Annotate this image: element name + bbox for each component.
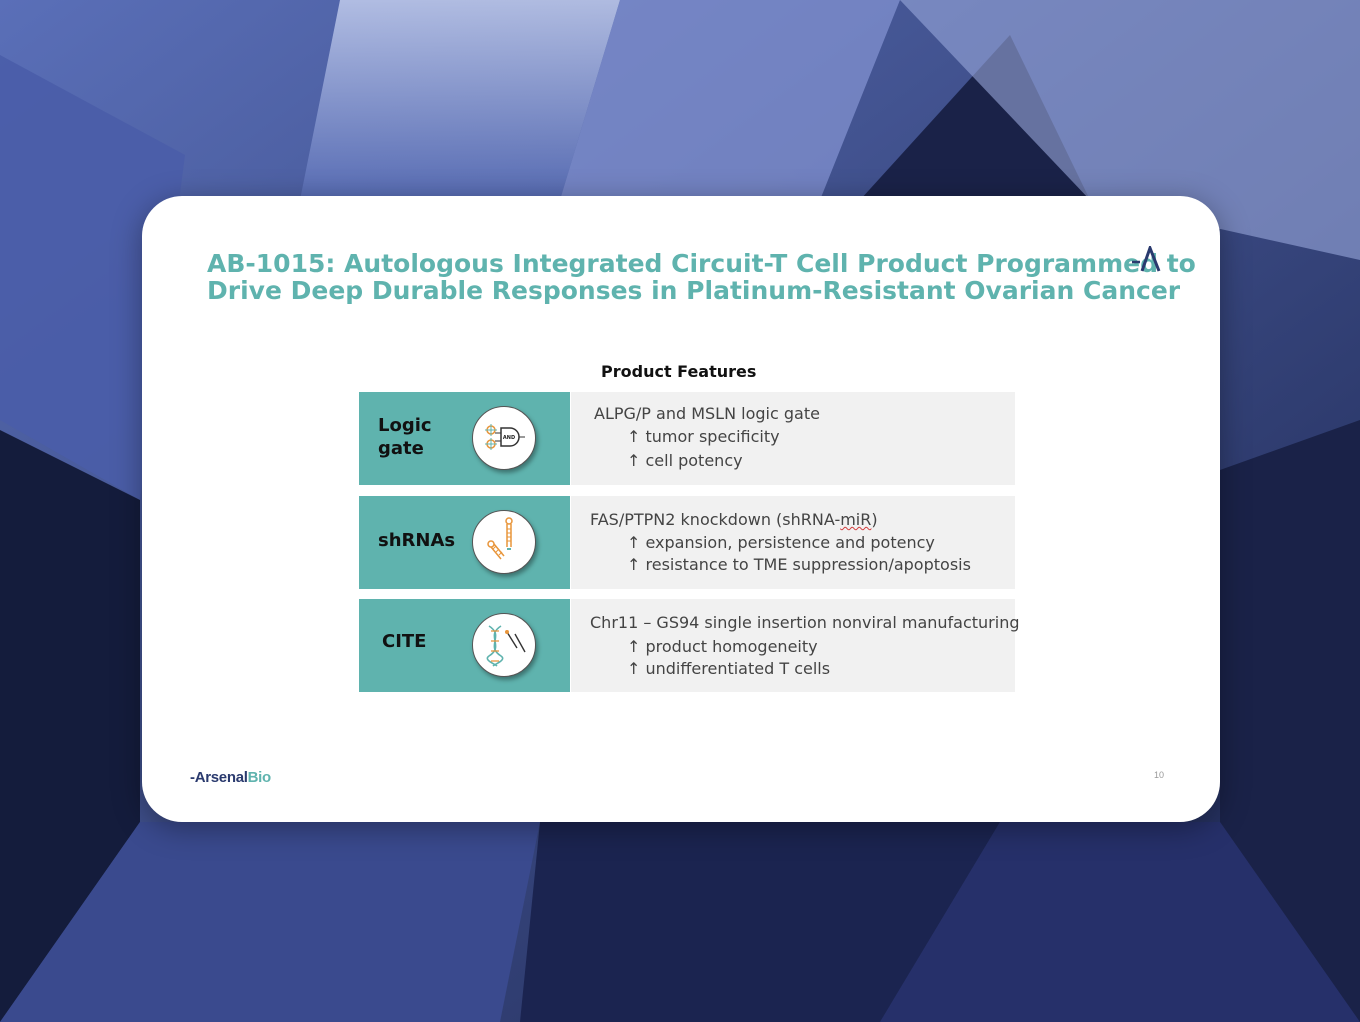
title-line-2: Drive Deep Durable Responses in Platinum-Resistant Ovarian Cancer: [207, 276, 1181, 305]
feature-row-cite: [359, 599, 1020, 692]
feature-description: [571, 496, 1015, 589]
arsenal-logo-icon: [1132, 246, 1164, 272]
feature-label: shRNAs: [378, 530, 456, 551]
feature-line: FAS/PTPN2 knockdown (shRNA-miR): [590, 510, 878, 529]
feature-line: ALPG/P and MSLN logic gate: [594, 404, 820, 423]
feature-row-shrnas: [359, 496, 1015, 589]
logic-gate-icon: [472, 406, 536, 470]
shrna-hairpin-icon: [472, 510, 536, 574]
section-heading: Product Features: [601, 362, 757, 381]
feature-line: ↑ resistance to TME suppression/apoptosis: [627, 555, 971, 574]
feature-label: CITE: [382, 631, 427, 652]
feature-line: ↑ cell potency: [627, 451, 743, 470]
feature-description: [571, 392, 1015, 485]
arsenalbio-wordmark: -ArsenalBio: [190, 769, 271, 786]
feature-label-cell: [359, 392, 570, 485]
feature-row-logic-gate: [359, 392, 1015, 485]
feature-label: [378, 414, 432, 460]
feature-label-cell: [359, 599, 570, 692]
feature-description: [571, 599, 1020, 692]
feature-line: Chr11 – GS94 single insertion nonviral manufacturing: [590, 613, 1020, 632]
feature-line: ↑ product homogeneity: [627, 637, 818, 656]
dna-insertion-icon: [472, 613, 536, 677]
title-line-1: AB-1015: Autologous Integrated Circuit-T Cell Product Programmed to: [207, 249, 1196, 278]
svg-text:AND: AND: [502, 435, 516, 441]
feature-label-line: Logic: [378, 415, 432, 436]
feature-label-line: gate: [378, 438, 424, 459]
spellcheck-underline: miR: [840, 510, 872, 529]
feature-line: ↑ expansion, persistence and potency: [627, 533, 935, 552]
slide: [142, 196, 1220, 822]
feature-line: ↑ tumor specificity: [627, 427, 780, 446]
feature-line: ↑ undifferentiated T cells: [627, 659, 831, 678]
slide-title: [207, 249, 1196, 305]
feature-label-cell: [359, 496, 570, 589]
page-number: 10: [1154, 770, 1165, 780]
